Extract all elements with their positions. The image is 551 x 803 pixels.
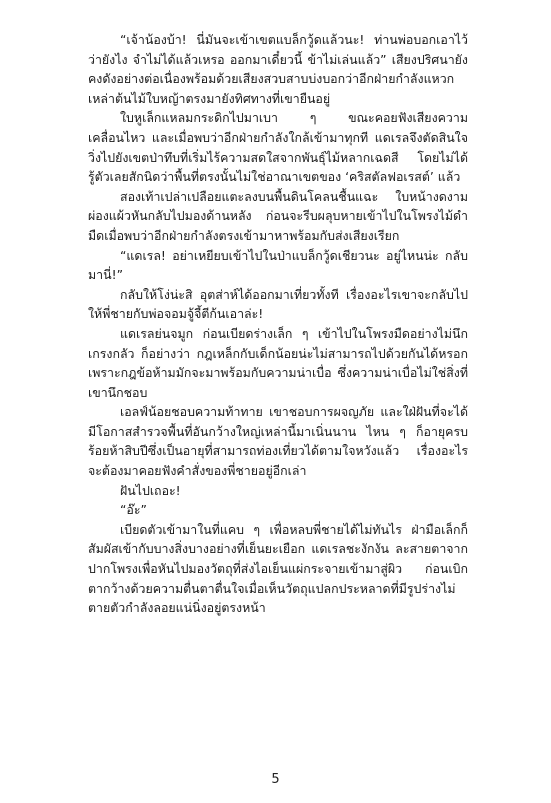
body-text: [88, 30, 468, 618]
paragraph: “อ๊ะ”: [120, 502, 147, 518]
page-number: 5: [271, 772, 280, 787]
paragraph: ฝันไปเถอะ!: [120, 482, 181, 498]
paragraph: “แดเรล! อย่าเหยียบเข้าไปในป่าแบล็กวู้ดเชียวนะ อยู่ไหนน่ะ กลับมานี่!”: [88, 247, 468, 283]
paragraph: แดเรลย่นจมูก ก่อนเบียดร่างเล็ก ๆ เข้าไปในโพรงมืดอย่างไม่นึกเกรงกลัว ก็อย่างว่า กฎเหล็กกับเด็กน้อยน่ะไม่สามารถไปด้วยกันได้หรอก เพราะกฎข้อห้ามมักจะมาพร้อมกับความน่าเบื่อ ซึ่งความน่าเบื่อไม่ใช่สิ่งที่เขานึกชอบ: [88, 325, 468, 400]
paragraph: เอลฟ์น้อยชอบความท้าทาย เขาชอบการผจญภัย และใฝ่ฝันที่จะได้มีโอกาสสำรวจพื้นที่อันกว้างใหญ่เหล่านี้มาเนิ่นนาน ไหน ๆ ก็อายุครบร้อยห้าสิบปีซึ่งเป็นอายุที่สามารถท่องเที่ยวได้ตามใจหวังแล้ว เรื่องอะไรจะต้องมาคอยฟังคำสั่งของพี่ชายอยู่อีกเล่า: [88, 404, 468, 479]
paragraph: “เจ้าน้องบ้า! นี่มันจะเข้าเขตแบล็กวู้ดแล้วนะ! ท่านพ่อบอกเอาไว้ว่ายังไง จำไม่ได้แล้วเหรอ ออกมาเดี๋ยวนี้ ข้าไม่เล่นแล้ว” เสียงปริศนายังคงดังอย่างต่อเนื่องพร้อมด้วยเสียงสวบสาบบ่งบอกว่าอีกฝ่ายกำลังแหวกเหล่าต้นไม้ใบหญ้าตรงมายังทิศทางที่เขายืนอยู่: [88, 32, 468, 106]
paragraph: ใบหูเล็กแหลมกระดิกไปมาเบา ๆ ขณะคอยฟังเสียงความเคลื่อนไหว และเมื่อพบว่าอีกฝ่ายกำลังใกล้เข้ามาทุกที แดเรลจึงตัดสินใจวิ่งไปยังเขตป่าทึบที่เริ่มไร้ความสดใสจากพันธุ์ไม้หลากเฉดสี โดยไม่ได้รู้ตัวเลยสักนิดว่าพื้นที่ตรงนั้นไม่ใช่อาณาเขตของ ‘คริสตัลฟอเรสต์’ แล้ว: [88, 110, 468, 185]
paragraph: กลับให้โง่น่ะสิ อุตส่าห์ได้ออกมาเที่ยวทั้งที เรื่องอะไรเขาจะกลับไปให้พี่ชายกับพ่อจอมจู้จี้ตีก้นเอาล่ะ!: [88, 286, 468, 322]
paragraph: สองเท้าเปล่าเปลือยแตะลงบนพื้นดินโคลนชื้นแฉะ ใบหน้างดงามผ่องแผ้วหันกลับไปมองด้านหลัง ก่อนจะรีบผลุบหายเข้าไปในโพรงไม้ดำมืดเมื่อพบว่าอีกฝ่ายกำลังตรงเข้ามาหาพร้อมกับส่งเสียงเรียก: [88, 188, 468, 243]
paragraph: เบียดตัวเข้ามาในที่แคบ ๆ เพื่อหลบพี่ชายได้ไม่ทันไร ฝ่ามือเล็กก็สัมผัสเข้ากับบางสิ่งบางอย่างที่เย็นยะเยือก แดเรลชะงักงัน ละสายตาจากปากโพรงเพื่อหันไปมองวัตถุที่ส่งไอเย็นแผ่กระจายเข้ามาสู่ผิว ก่อนเบิกตากว้างด้วยความตื่นตาตื่นใจเมื่อเห็นวัตถุแปลกประหลาดที่มีรูปร่างไม่ตายตัวกำลังลอยแน่นิ่งอยู่ตรงหน้า: [88, 521, 468, 616]
